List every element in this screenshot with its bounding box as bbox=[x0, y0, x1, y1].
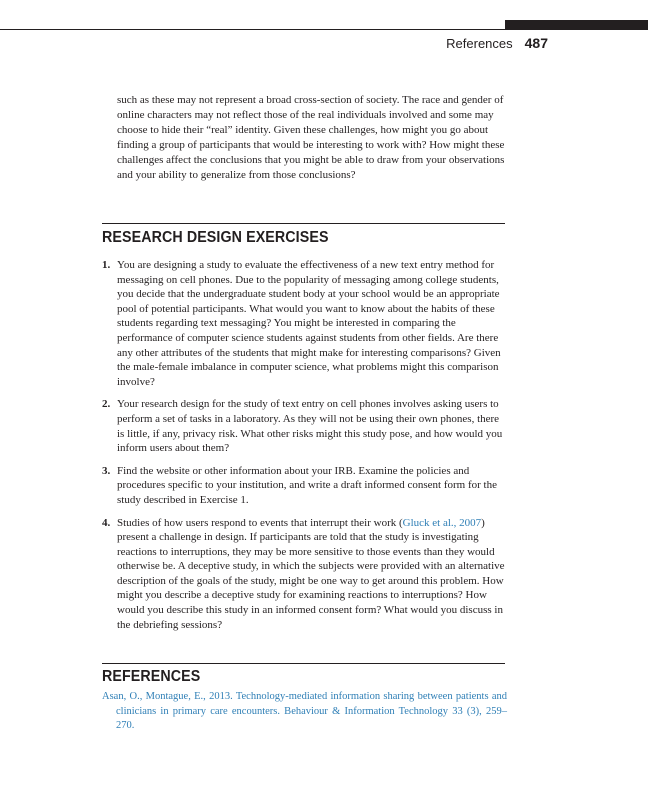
exercise-number: 4. bbox=[102, 516, 111, 529]
exercise-text-after: ) present a challenge in design. If participants are told that the study is investigating reactions to interruptions, they may be more sensitive to those events than they would otherwise be. A deceptive study, in which the subjects were provided with an alternative description of the goals of the study, might be one way to get around this problem. How might you describe a deceptive study for examining reactions to interruptions? How would you describe this study in an informed consent form? What would you discuss in the debriefing sessions? bbox=[117, 516, 505, 631]
page-number: 487 bbox=[524, 35, 548, 51]
exercise-item bbox=[102, 397, 507, 455]
exercise-text: Your research design for the study of text entry on cell phones involves asking users to perform a set of tasks in a laboratory. As they will not be using their own phones, there is little, if any, privacy risk. What other risks might this study pose, and how would you inform users about them? bbox=[117, 398, 503, 455]
exercise-item bbox=[102, 516, 507, 633]
exercise-number: 3. bbox=[102, 464, 111, 477]
header-bar bbox=[505, 20, 648, 29]
exercise-list bbox=[102, 258, 507, 640]
reference-list bbox=[102, 690, 507, 734]
references-heading: REFERENCES bbox=[102, 668, 201, 685]
exercise-item bbox=[102, 258, 507, 389]
research-design-heading: RESEARCH DESIGN EXERCISES bbox=[102, 229, 329, 246]
exercise-item bbox=[102, 464, 507, 508]
reference-entry[interactable]: Asan, O., Montague, E., 2013. Technology-mediated information sharing between patients and clinicians in primary care encounters. Behaviour & Information Technology 33 (3), 259–270. bbox=[102, 691, 507, 731]
intro-paragraph: such as these may not represent a broad cross-section of society. The race and gender of online characters may not reflect those of the real individuals involved and some may choose to hide their “real” identity. Given these challenges, how might you go about finding a group of participants that would be interesting to work with? How might these challenges affect the conclusions that you might be able to draw from your observations and your ability to generalize from those conclusions? bbox=[117, 94, 505, 181]
exercise-number: 1. bbox=[102, 259, 111, 271]
exercise-text: Find the website or other information about your IRB. Examine the policies and procedures specific to your institution, and write a draft informed consent form for the study described in Exercise 1. bbox=[117, 464, 497, 506]
research-design-rule bbox=[102, 223, 505, 224]
exercise-text-before: Studies of how users respond to events that interrupt their work ( bbox=[117, 516, 403, 529]
exercise-number: 2. bbox=[102, 398, 111, 411]
running-header bbox=[446, 35, 548, 51]
exercise-text: You are designing a study to evaluate the effectiveness of a new text entry method for messaging on cell phones. Due to the popularity of messaging among college students, you decide that the undergraduate student body at your school would be an appropriate pool of potential participants. What would you want to know about the habits of these students regarding text messaging? You might be interested in comparing the performance of computer science students against students from other fields. Are there any other attributes of the students that might make for interesting comparisons? Given the male-female imbalance in computer science, what problems might this comparison involve? bbox=[117, 259, 501, 388]
header-rule bbox=[0, 29, 648, 30]
references-rule bbox=[102, 663, 505, 664]
citation-link[interactable]: Gluck et al., 2007 bbox=[402, 516, 482, 529]
section-label: References bbox=[446, 36, 513, 51]
